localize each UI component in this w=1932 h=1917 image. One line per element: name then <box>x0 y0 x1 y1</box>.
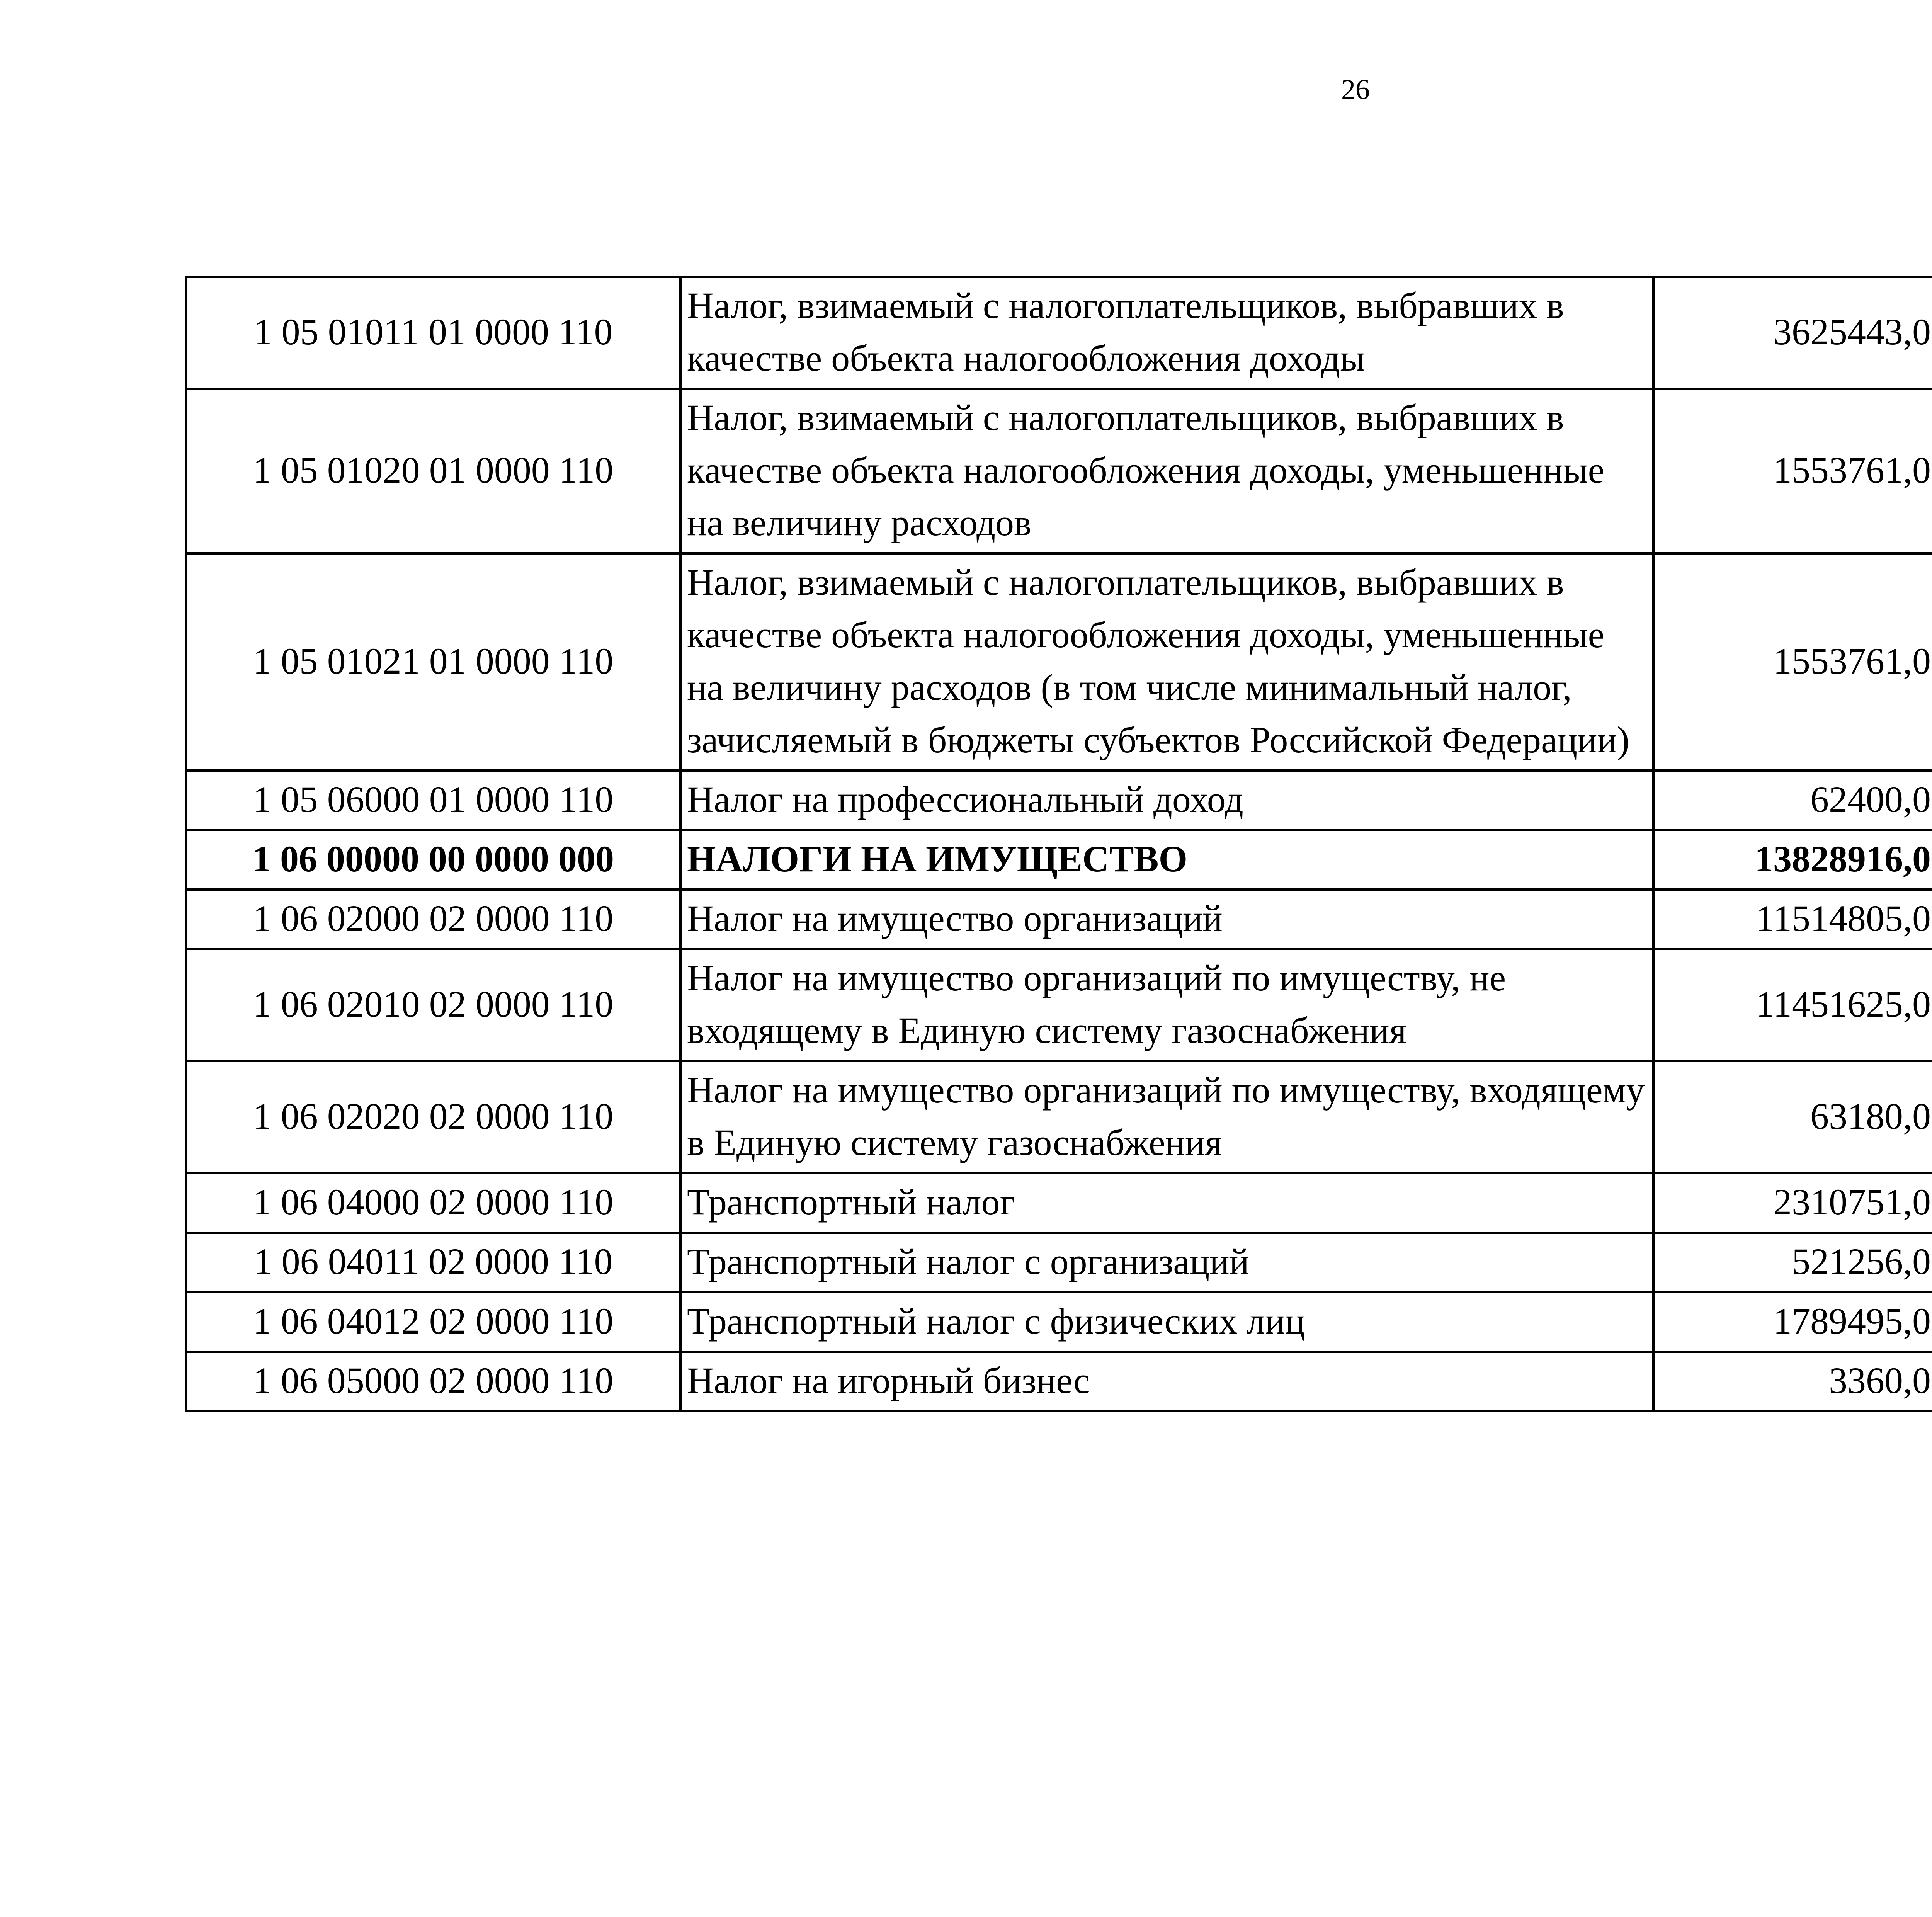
value-year-1-cell: 13828916,0 <box>1653 830 1932 890</box>
budget-revenue-table <box>185 276 1932 1412</box>
table-row <box>186 1061 1932 1173</box>
value-year-1-cell: 62400,0 <box>1653 771 1932 830</box>
revenue-name-cell: Налог на имущество организаций <box>680 890 1653 949</box>
table-row <box>186 830 1932 890</box>
revenue-name-cell: Налог, взимаемый с налогоплательщиков, выбравших в качестве объекта налогообложения доходы, уменьшенные на величину расходов (в том числе минимальный налог, зачисляемый в бюджеты субъектов Российской Федерации) <box>680 553 1653 771</box>
table-row <box>186 553 1932 771</box>
value-year-1-cell: 1553761,0 <box>1653 553 1932 771</box>
budget-code-cell: 1 05 06000 01 0000 110 <box>186 771 680 830</box>
budget-code-cell: 1 06 02000 02 0000 110 <box>186 890 680 949</box>
revenue-name-cell: Транспортный налог с физических лиц <box>680 1292 1653 1352</box>
revenue-name-cell: Транспортный налог с организаций <box>680 1233 1653 1292</box>
table-row <box>186 277 1932 389</box>
table-row <box>186 1352 1932 1411</box>
budget-code-cell: 1 06 04011 02 0000 110 <box>186 1233 680 1292</box>
value-year-1-cell: 3625443,0 <box>1653 277 1932 389</box>
page-number: 26 <box>1341 74 1370 105</box>
budget-code-cell: 1 06 02020 02 0000 110 <box>186 1061 680 1173</box>
budget-code-cell: 1 05 01020 01 0000 110 <box>186 389 680 553</box>
revenue-name-cell: Налог на имущество организаций по имуществу, входящему в Единую систему газоснабжения <box>680 1061 1653 1173</box>
revenue-name-cell: Налог на игорный бизнес <box>680 1352 1653 1411</box>
budget-code-cell: 1 06 04000 02 0000 110 <box>186 1173 680 1233</box>
table-row <box>186 949 1932 1061</box>
budget-code-cell: 1 06 05000 02 0000 110 <box>186 1352 680 1411</box>
value-year-1-cell: 3360,0 <box>1653 1352 1932 1411</box>
value-year-1-cell: 1789495,0 <box>1653 1292 1932 1352</box>
budget-code-cell: 1 06 00000 00 0000 000 <box>186 830 680 890</box>
table-row <box>186 1233 1932 1292</box>
budget-code-cell: 1 05 01011 01 0000 110 <box>186 277 680 389</box>
revenue-name-cell: Налог на профессиональный доход <box>680 771 1653 830</box>
table-row <box>186 771 1932 830</box>
revenue-name-cell: Налог, взимаемый с налогоплательщиков, выбравших в качестве объекта налогообложения доходы <box>680 277 1653 389</box>
table-body <box>186 277 1932 1411</box>
value-year-1-cell: 521256,0 <box>1653 1233 1932 1292</box>
table-row <box>186 389 1932 553</box>
budget-code-cell: 1 06 04012 02 0000 110 <box>186 1292 680 1352</box>
value-year-1-cell: 11451625,0 <box>1653 949 1932 1061</box>
budget-code-cell: 1 06 02010 02 0000 110 <box>186 949 680 1061</box>
budget-code-cell: 1 05 01021 01 0000 110 <box>186 553 680 771</box>
value-year-1-cell: 1553761,0 <box>1653 389 1932 553</box>
value-year-1-cell: 11514805,0 <box>1653 890 1932 949</box>
table-row <box>186 1173 1932 1233</box>
revenue-name-cell: Налог на имущество организаций по имуществу, не входящему в Единую систему газоснабжения <box>680 949 1653 1061</box>
table-row <box>186 890 1932 949</box>
revenue-name-cell: Транспортный налог <box>680 1173 1653 1233</box>
revenue-name-cell: Налог, взимаемый с налогоплательщиков, выбравших в качестве объекта налогообложения доходы, уменьшенные на величину расходов <box>680 389 1653 553</box>
revenue-name-cell: НАЛОГИ НА ИМУЩЕСТВО <box>680 830 1653 890</box>
table-row <box>186 1292 1932 1352</box>
value-year-1-cell: 63180,0 <box>1653 1061 1932 1173</box>
value-year-1-cell: 2310751,0 <box>1653 1173 1932 1233</box>
